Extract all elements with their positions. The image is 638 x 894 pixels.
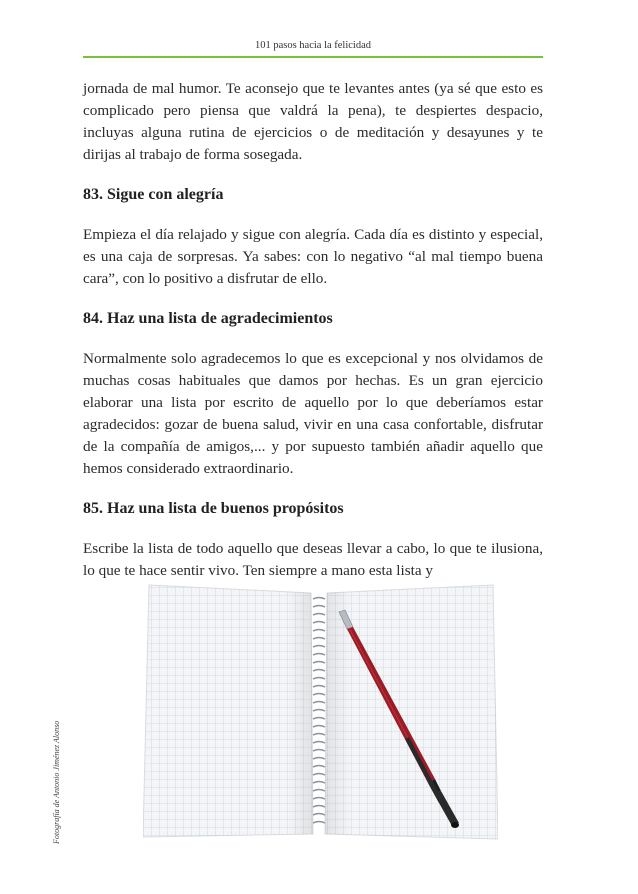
- notebook-photo: [143, 579, 498, 844]
- header-rule: [83, 56, 543, 58]
- photo-credit: Fotografía de Antonio Jiménez Alonso: [52, 720, 61, 844]
- section-paragraph-84: Normalmente solo agradecemos lo que es excepcional y nos olvidamos de muchas cosas habituales que damos por hechas. Es un gran ejercicio elaborar una lista por escrito de aquello por lo que deberíamos estar agradecidos: gozar de buena salud, vivir en una casa confortable, disfrutar de la compañía de amigos,... y por supuesto también añadir aquello que hemos considerado extraordinario.: [83, 350, 543, 477]
- section-heading-84: 84. Haz una lista de agradecimientos: [83, 310, 333, 327]
- page-content: [83, 78, 543, 600]
- spiral-binding: [313, 598, 325, 824]
- section-paragraph-83: Empieza el día relajado y sigue con alegría. Cada día es distinto y especial, es una caja de sorpresas. Ya sabes: con lo negativo “al mal tiempo buena cara”, con lo positivo a disfrutar de ello.: [83, 226, 543, 287]
- intro-paragraph: jornada de mal humor. Te aconsejo que te levantes antes (ya sé que esto es complicado pero piensa que valdrá la pena), te despiertes despacio, incluyas alguna rutina de ejercicios o de meditación y desayunes y te dirijas al trabajo de forma sosegada.: [83, 80, 543, 163]
- running-head: 101 pasos hacia la felicidad: [254, 40, 372, 51]
- section-paragraph-85: Escribe la lista de todo aquello que deseas llevar a cabo, lo que te ilusiona, lo que te hace sentir vivo. Ten siempre a mano esta lista y: [83, 540, 543, 579]
- section-heading-83: 83. Sigue con alegría: [83, 186, 224, 203]
- notebook-left-page: [143, 585, 313, 837]
- section-heading-85: 85. Haz una lista de buenos propósitos: [83, 500, 344, 517]
